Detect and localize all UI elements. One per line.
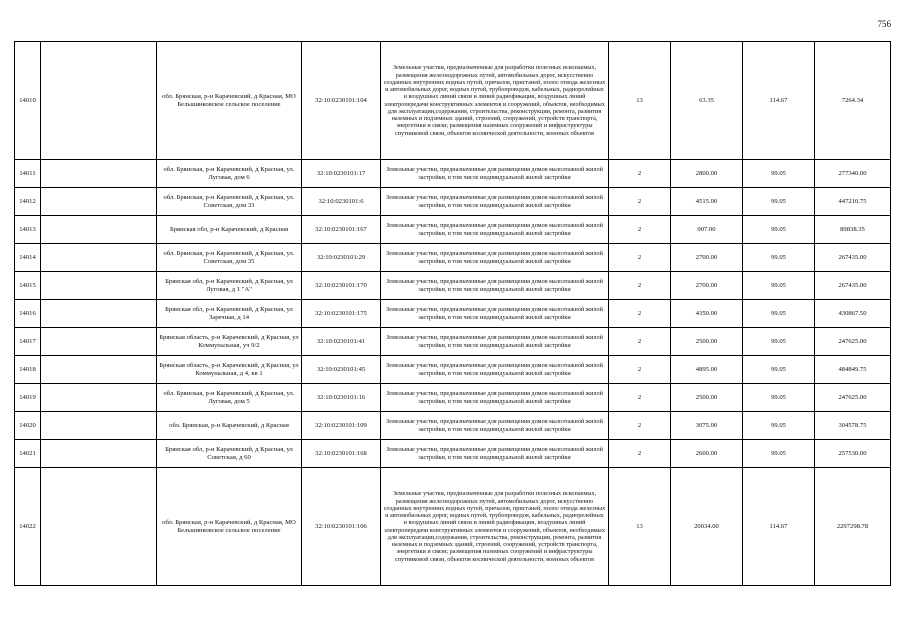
- cadastral-number-cell: 32:10:0230101:104: [302, 42, 381, 160]
- row-number: 14014: [15, 244, 41, 272]
- use-code-cell: 2: [609, 412, 671, 440]
- rate-cell: 114.67: [743, 42, 815, 160]
- row-number: 14020: [15, 412, 41, 440]
- cadastral-value-cell: 304578.75: [815, 412, 891, 440]
- use-code-cell: 2: [609, 440, 671, 468]
- blank-cell: [41, 300, 157, 328]
- blank-cell: [41, 412, 157, 440]
- rate-cell: 99.05: [743, 272, 815, 300]
- cadastral-value-cell: 89838.35: [815, 216, 891, 244]
- use-code-cell: 2: [609, 160, 671, 188]
- row-number: 14016: [15, 300, 41, 328]
- cadastral-number-cell: 32:10:0230101:16: [302, 384, 381, 412]
- rate-cell: 99.05: [743, 384, 815, 412]
- table-body: [15, 42, 891, 586]
- blank-cell: [41, 356, 157, 384]
- cadastral-value-cell: 247625.00: [815, 384, 891, 412]
- land-use-cell: Земельные участки, предназначенные для размещения домов малоэтажной жилой застройки, в том числе индивидуальной жилой застройки: [381, 272, 609, 300]
- use-code-cell: 13: [609, 42, 671, 160]
- cadastral-number-cell: 32:10:0230101:29: [302, 244, 381, 272]
- address-cell: обл. Брянская, р-н Карачевский, д Красная: [157, 412, 302, 440]
- row-number: 14022: [15, 468, 41, 586]
- use-code-cell: 2: [609, 384, 671, 412]
- land-use-cell: Земельные участки, предназначенные для размещения домов малоэтажной жилой застройки, в том числе индивидуальной жилой застройки: [381, 244, 609, 272]
- page-number: 756: [877, 19, 891, 29]
- table-row: [15, 42, 891, 160]
- address-cell: обл. Брянская, р-н Карачевский, д Красная, ул. Луговая, дом 5: [157, 384, 302, 412]
- row-number: 14015: [15, 272, 41, 300]
- table-row: [15, 328, 891, 356]
- blank-cell: [41, 272, 157, 300]
- blank-cell: [41, 42, 157, 160]
- rate-cell: 99.05: [743, 356, 815, 384]
- cadastral-value-table: [14, 41, 891, 586]
- cadastral-number-cell: 32:10:0230101:6: [302, 188, 381, 216]
- table-row: [15, 216, 891, 244]
- cadastral-number-cell: 32:10:0230101:167: [302, 216, 381, 244]
- address-cell: обл. Брянская, р-н Карачевский, д Красная, ул. Советская, дом 33: [157, 188, 302, 216]
- row-number: 14013: [15, 216, 41, 244]
- cadastral-number-cell: 32:10:0230101:109: [302, 412, 381, 440]
- address-cell: обл. Брянская, р-н Карачевский, д Красная, МО Бельшинковское сельское поселение: [157, 42, 302, 160]
- cadastral-value-cell: 430867.50: [815, 300, 891, 328]
- table-row: [15, 188, 891, 216]
- blank-cell: [41, 188, 157, 216]
- cadastral-value-cell: 2297298.78: [815, 468, 891, 586]
- rate-cell: 99.05: [743, 412, 815, 440]
- area-cell: 3075.00: [671, 412, 743, 440]
- rate-cell: 99.05: [743, 328, 815, 356]
- cadastral-number-cell: 32:10:0230101:41: [302, 328, 381, 356]
- address-cell: Брянская область, р-н Карачевский, д Красная, ул Коммунальная, уч 9/2: [157, 328, 302, 356]
- table-row: [15, 272, 891, 300]
- area-cell: 2700.00: [671, 244, 743, 272]
- rate-cell: 99.05: [743, 160, 815, 188]
- blank-cell: [41, 216, 157, 244]
- land-use-cell: Земельные участки, предназначенные для размещения домов малоэтажной жилой застройки, в том числе индивидуальной жилой застройки: [381, 216, 609, 244]
- cadastral-number-cell: 32:10:0230101:170: [302, 272, 381, 300]
- address-cell: обл. Брянская, р-н Карачевский, д Красная, ул. Луговая, дом 6: [157, 160, 302, 188]
- area-cell: 20034.00: [671, 468, 743, 586]
- use-code-cell: 2: [609, 188, 671, 216]
- table-row: [15, 244, 891, 272]
- area-cell: 2500.00: [671, 384, 743, 412]
- address-cell: Брянская обл, р-н Карачевский, д Красная, ул Советская, д 60: [157, 440, 302, 468]
- table-row: [15, 412, 891, 440]
- table-row: [15, 356, 891, 384]
- rate-cell: 99.05: [743, 440, 815, 468]
- cadastral-value-cell: 247625.00: [815, 328, 891, 356]
- land-use-cell: Земельные участки, предназначенные для размещения домов малоэтажной жилой застройки, в том числе индивидуальной жилой застройки: [381, 412, 609, 440]
- cadastral-value-cell: 447210.75: [815, 188, 891, 216]
- land-use-cell: Земельные участки, предназначенные для размещения домов малоэтажной жилой застройки, в том числе индивидуальной жилой застройки: [381, 300, 609, 328]
- use-code-cell: 2: [609, 272, 671, 300]
- cadastral-value-cell: 7264.34: [815, 42, 891, 160]
- cadastral-value-cell: 267435.00: [815, 272, 891, 300]
- row-number: 14019: [15, 384, 41, 412]
- blank-cell: [41, 160, 157, 188]
- table-row: [15, 300, 891, 328]
- address-cell: Брянская обл, р-н Карачевский, д Красная, ул Заречная, д 14: [157, 300, 302, 328]
- area-cell: 4350.00: [671, 300, 743, 328]
- address-cell: Брянская обл, р-н Карачевский, д Красная: [157, 216, 302, 244]
- use-code-cell: 2: [609, 244, 671, 272]
- area-cell: 2600.00: [671, 440, 743, 468]
- area-cell: 2800.00: [671, 160, 743, 188]
- blank-cell: [41, 384, 157, 412]
- area-cell: 4895.00: [671, 356, 743, 384]
- land-use-cell: Земельные участки, предназначенные для размещения домов малоэтажной жилой застройки, в том числе индивидуальной жилой застройки: [381, 356, 609, 384]
- land-use-cell: Земельные участки, предназначенные для разработки полезных ископаемых, размещения железнодорожных путей, автомобильных дорог, искусственно созданных внутренних водных путей, причалов, пристаней, полос отвода железных и автомобильных дорог, водных путей, трубопроводов, кабельных, радиорелейных и воздушных линий связи и линий радиофикации, воздушных линий электропередачи конструктивных элементов и сооружений, объектов, необходимых для эксплуатации,содержания, строительства, реконструкции, ремонта, развития наземных и подземных зданий, строений, сооружений, устройств транспорта, энергетики и связи; размещения наземных сооружений и инфраструктуры спутниковой связи, объектов космической деятельности, военных объектов: [381, 42, 609, 160]
- area-cell: 907.00: [671, 216, 743, 244]
- use-code-cell: 2: [609, 328, 671, 356]
- rate-cell: 99.05: [743, 300, 815, 328]
- land-use-cell: Земельные участки, предназначенные для разработки полезных ископаемых, размещения железнодорожных путей, автомобильных дорог, искусственно созданных внутренних водных путей, причалов, пристаней, полос отвода железных и автомобильных дорог, водных путей, трубопроводов, кабельных, радиорелейных и воздушных линий связи и линий радиофикации, воздушных линий электропередачи конструктивных элементов и сооружений, объектов, необходимых для эксплуатации,содержания, строительства, реконструкции, ремонта, развития наземных и подземных зданий, строений, сооружений, устройств транспорта, энергетики и связи; размещения наземных сооружений и инфраструктуры спутниковой связи, объектов космической деятельности, военных объектов: [381, 468, 609, 586]
- row-number: 14021: [15, 440, 41, 468]
- land-use-cell: Земельные участки, предназначенные для размещения домов малоэтажной жилой застройки, в том числе индивидуальной жилой застройки: [381, 188, 609, 216]
- land-use-cell: Земельные участки, предназначенные для размещения домов малоэтажной жилой застройки, в том числе индивидуальной жилой застройки: [381, 160, 609, 188]
- land-use-cell: Земельные участки, предназначенные для размещения домов малоэтажной жилой застройки, в том числе индивидуальной жилой застройки: [381, 384, 609, 412]
- cadastral-value-cell: 257530.00: [815, 440, 891, 468]
- cadastral-value-cell: 277340.00: [815, 160, 891, 188]
- row-number: 14012: [15, 188, 41, 216]
- rate-cell: 99.05: [743, 216, 815, 244]
- use-code-cell: 2: [609, 216, 671, 244]
- table-row: [15, 160, 891, 188]
- blank-cell: [41, 468, 157, 586]
- table-row: [15, 468, 891, 586]
- rate-cell: 99.05: [743, 244, 815, 272]
- area-cell: 63.35: [671, 42, 743, 160]
- blank-cell: [41, 244, 157, 272]
- cadastral-number-cell: 32:10:0230101:175: [302, 300, 381, 328]
- cadastral-number-cell: 32:10:0230101:168: [302, 440, 381, 468]
- table-row: [15, 384, 891, 412]
- table-row: [15, 440, 891, 468]
- cadastral-value-cell: 484849.75: [815, 356, 891, 384]
- address-cell: обл. Брянская, р-н Карачевский, д Красная, МО Бельшинковское сельское поселение: [157, 468, 302, 586]
- area-cell: 4515.00: [671, 188, 743, 216]
- cadastral-number-cell: 32:10:0230101:17: [302, 160, 381, 188]
- cadastral-number-cell: 32:10:0230101:45: [302, 356, 381, 384]
- address-cell: Брянская обл, р-н Карачевский, д Красная, ул Луговая, д 1 "А": [157, 272, 302, 300]
- row-number: 14018: [15, 356, 41, 384]
- rate-cell: 99.05: [743, 188, 815, 216]
- area-cell: 2700.00: [671, 272, 743, 300]
- blank-cell: [41, 328, 157, 356]
- land-use-cell: Земельные участки, предназначенные для размещения домов малоэтажной жилой застройки, в том числе индивидуальной жилой застройки: [381, 328, 609, 356]
- use-code-cell: 13: [609, 468, 671, 586]
- row-number: 14010: [15, 42, 41, 160]
- row-number: 14011: [15, 160, 41, 188]
- address-cell: обл. Брянская, р-н Карачевский, д Красная, ул. Советская, дом 35: [157, 244, 302, 272]
- cadastral-number-cell: 32:10:0230101:106: [302, 468, 381, 586]
- blank-cell: [41, 440, 157, 468]
- cadastral-value-cell: 267435.00: [815, 244, 891, 272]
- use-code-cell: 2: [609, 356, 671, 384]
- use-code-cell: 2: [609, 300, 671, 328]
- row-number: 14017: [15, 328, 41, 356]
- area-cell: 2500.00: [671, 328, 743, 356]
- address-cell: Брянская область, р-н Карачевский, д Красная, ул Коммунальная, д 4, кв 1: [157, 356, 302, 384]
- land-use-cell: Земельные участки, предназначенные для размещения домов малоэтажной жилой застройки, в том числе индивидуальной жилой застройки: [381, 440, 609, 468]
- rate-cell: 114.67: [743, 468, 815, 586]
